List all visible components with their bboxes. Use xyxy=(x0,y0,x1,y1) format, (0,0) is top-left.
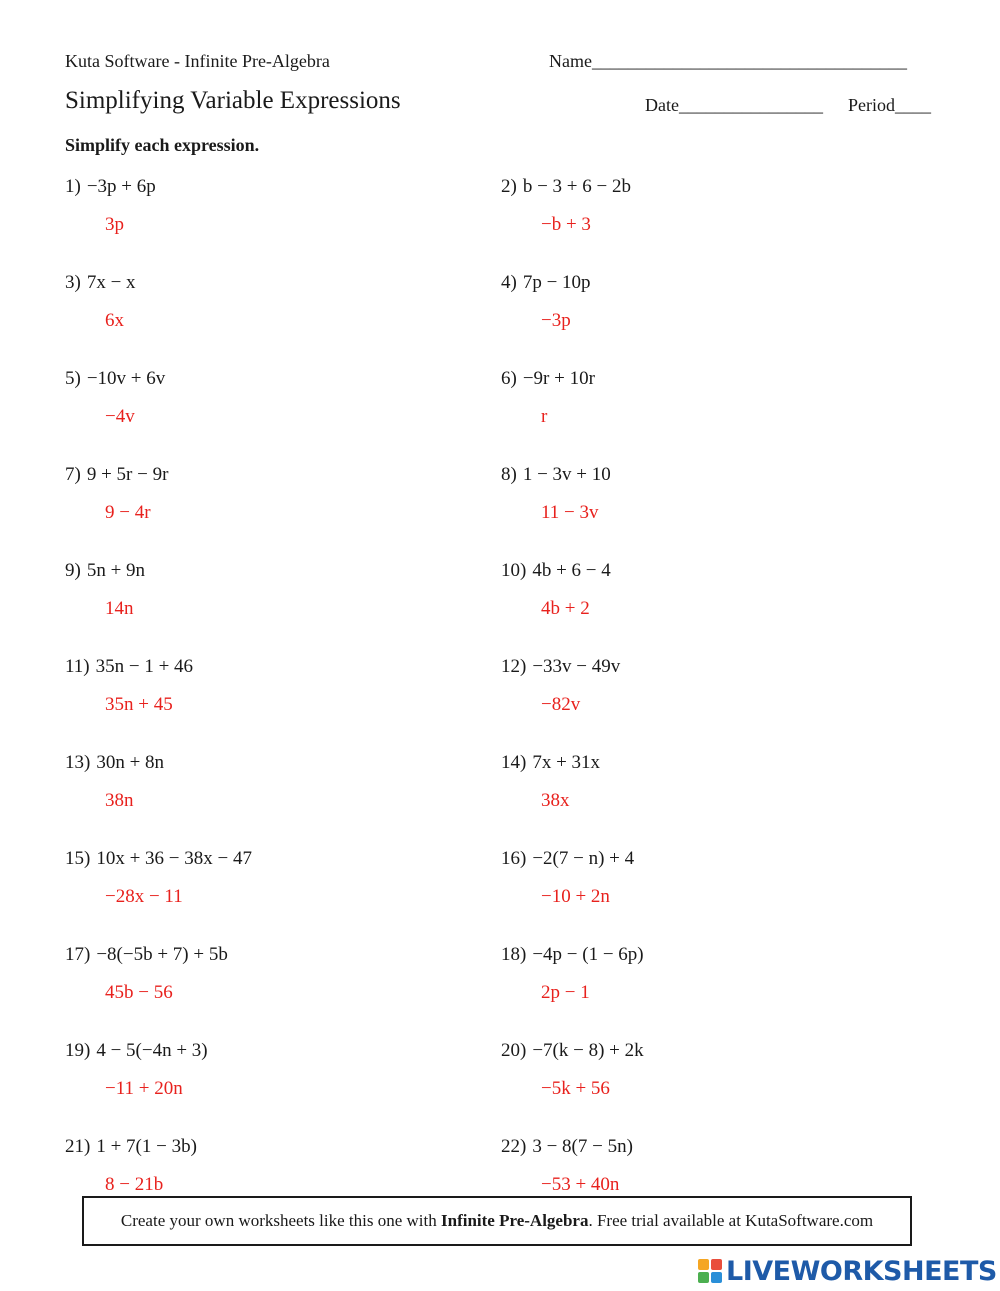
problem-number: 15) xyxy=(65,848,91,869)
answer-1: 3p xyxy=(105,214,124,235)
answer-21: 8 − 21b xyxy=(105,1174,164,1195)
answer-6: r xyxy=(541,406,548,427)
problem-number: 21) xyxy=(65,1136,91,1157)
brand-header: Kuta Software - Infinite Pre-Algebra xyxy=(65,51,330,71)
problem-7 xyxy=(65,464,168,486)
problem-expression: 7p − 10p xyxy=(522,272,591,293)
problem-6 xyxy=(501,368,595,390)
problem-number: 6) xyxy=(501,368,517,389)
problem-14 xyxy=(501,752,600,774)
problem-expression: 1 + 7(1 − 3b) xyxy=(96,1136,197,1157)
answer-4: −3p xyxy=(541,310,571,331)
answer-17: 45b − 56 xyxy=(105,982,173,1003)
problem-expression: 7x − x xyxy=(86,272,136,293)
problem-5 xyxy=(65,368,165,390)
problem-expression: 1 − 3v + 10 xyxy=(522,464,611,485)
logo-square xyxy=(698,1272,709,1283)
logo-square xyxy=(711,1272,722,1283)
problem-expression: −10v + 6v xyxy=(86,368,166,389)
footer-product: Infinite Pre-Algebra xyxy=(441,1211,589,1230)
problem-20 xyxy=(501,1040,644,1062)
problem-number: 4) xyxy=(501,272,517,293)
problem-expression: 3 − 8(7 − 5n) xyxy=(532,1136,633,1157)
problem-13 xyxy=(65,752,164,774)
problem-22 xyxy=(501,1136,633,1158)
problem-11 xyxy=(65,656,193,678)
problem-17 xyxy=(65,944,228,966)
answer-19: −11 + 20n xyxy=(105,1078,183,1099)
problem-number: 20) xyxy=(501,1040,527,1061)
answer-20: −5k + 56 xyxy=(541,1078,610,1099)
problem-number: 9) xyxy=(65,560,81,581)
problem-18 xyxy=(501,944,644,966)
problem-expression: 9 + 5r − 9r xyxy=(86,464,169,485)
problem-expression: 4 − 5(−4n + 3) xyxy=(96,1040,208,1061)
footer-suffix: . Free trial available at KutaSoftware.com xyxy=(588,1211,874,1230)
problem-expression: 30n + 8n xyxy=(96,752,165,773)
period-field: Period____ xyxy=(848,95,931,115)
logo-text: LIVEWORKSHEETS xyxy=(726,1255,997,1287)
problem-3 xyxy=(65,272,136,294)
answer-7: 9 − 4r xyxy=(105,502,151,523)
footer-prefix: Create your own worksheets like this one with xyxy=(120,1211,441,1230)
problem-number: 14) xyxy=(501,752,527,773)
problem-number: 12) xyxy=(501,656,527,677)
problem-number: 8) xyxy=(501,464,517,485)
date-field: Date________________ xyxy=(645,95,823,115)
answer-14: 38x xyxy=(541,790,570,811)
problem-expression: −2(7 − n) + 4 xyxy=(532,848,635,869)
problem-expression: −4p − (1 − 6p) xyxy=(532,944,644,965)
answer-5: −4v xyxy=(105,406,135,427)
answer-15: −28x − 11 xyxy=(105,886,183,907)
footer-banner xyxy=(82,1196,912,1246)
problem-number: 11) xyxy=(65,656,90,677)
answer-8: 11 − 3v xyxy=(541,502,599,523)
problem-expression: 7x + 31x xyxy=(532,752,601,773)
problem-12 xyxy=(501,656,620,678)
problem-2 xyxy=(501,176,631,198)
problem-number: 10) xyxy=(501,560,527,581)
problem-number: 16) xyxy=(501,848,527,869)
answer-3: 6x xyxy=(105,310,124,331)
problem-10 xyxy=(501,560,611,582)
problem-15 xyxy=(65,848,252,870)
problem-expression: 10x + 36 − 38x − 47 xyxy=(96,848,252,869)
problem-9 xyxy=(65,560,145,582)
problem-4 xyxy=(501,272,591,294)
problem-number: 2) xyxy=(501,176,517,197)
problem-number: 3) xyxy=(65,272,81,293)
answer-11: 35n + 45 xyxy=(105,694,173,715)
logo-square xyxy=(698,1259,709,1270)
problem-number: 1) xyxy=(65,176,81,197)
answer-13: 38n xyxy=(105,790,134,811)
answer-10: 4b + 2 xyxy=(541,598,590,619)
answer-22: −53 + 40n xyxy=(541,1174,620,1195)
answer-16: −10 + 2n xyxy=(541,886,610,907)
answer-9: 14n xyxy=(105,598,134,619)
liveworksheets-grid-icon xyxy=(698,1259,722,1283)
problem-expression: 4b + 6 − 4 xyxy=(532,560,611,581)
problem-number: 7) xyxy=(65,464,81,485)
problem-number: 18) xyxy=(501,944,527,965)
page-title: Simplifying Variable Expressions xyxy=(65,87,401,114)
problem-expression: −33v − 49v xyxy=(532,656,621,677)
problem-number: 13) xyxy=(65,752,91,773)
problem-16 xyxy=(501,848,634,870)
logo-square xyxy=(711,1259,722,1270)
problem-8 xyxy=(501,464,611,486)
problem-expression: −7(k − 8) + 2k xyxy=(532,1040,644,1061)
problem-expression: −9r + 10r xyxy=(522,368,595,389)
answer-2: −b + 3 xyxy=(541,214,591,235)
instructions: Simplify each expression. xyxy=(65,135,260,155)
problem-expression: 35n − 1 + 46 xyxy=(95,656,194,677)
problem-expression: −3p + 6p xyxy=(86,176,156,197)
problem-19 xyxy=(65,1040,208,1062)
problem-expression: b − 3 + 6 − 2b xyxy=(522,176,631,197)
problem-expression: 5n + 9n xyxy=(86,560,146,581)
name-field: Name___________________________________ xyxy=(549,51,907,71)
problem-expression: −8(−5b + 7) + 5b xyxy=(96,944,228,965)
answer-18: 2p − 1 xyxy=(541,982,590,1003)
problem-number: 5) xyxy=(65,368,81,389)
problem-21 xyxy=(65,1136,197,1158)
problem-number: 19) xyxy=(65,1040,91,1061)
answer-12: −82v xyxy=(541,694,581,715)
problem-1 xyxy=(65,176,156,198)
problem-number: 22) xyxy=(501,1136,527,1157)
problem-number: 17) xyxy=(65,944,91,965)
liveworksheets-logo xyxy=(698,1256,997,1286)
